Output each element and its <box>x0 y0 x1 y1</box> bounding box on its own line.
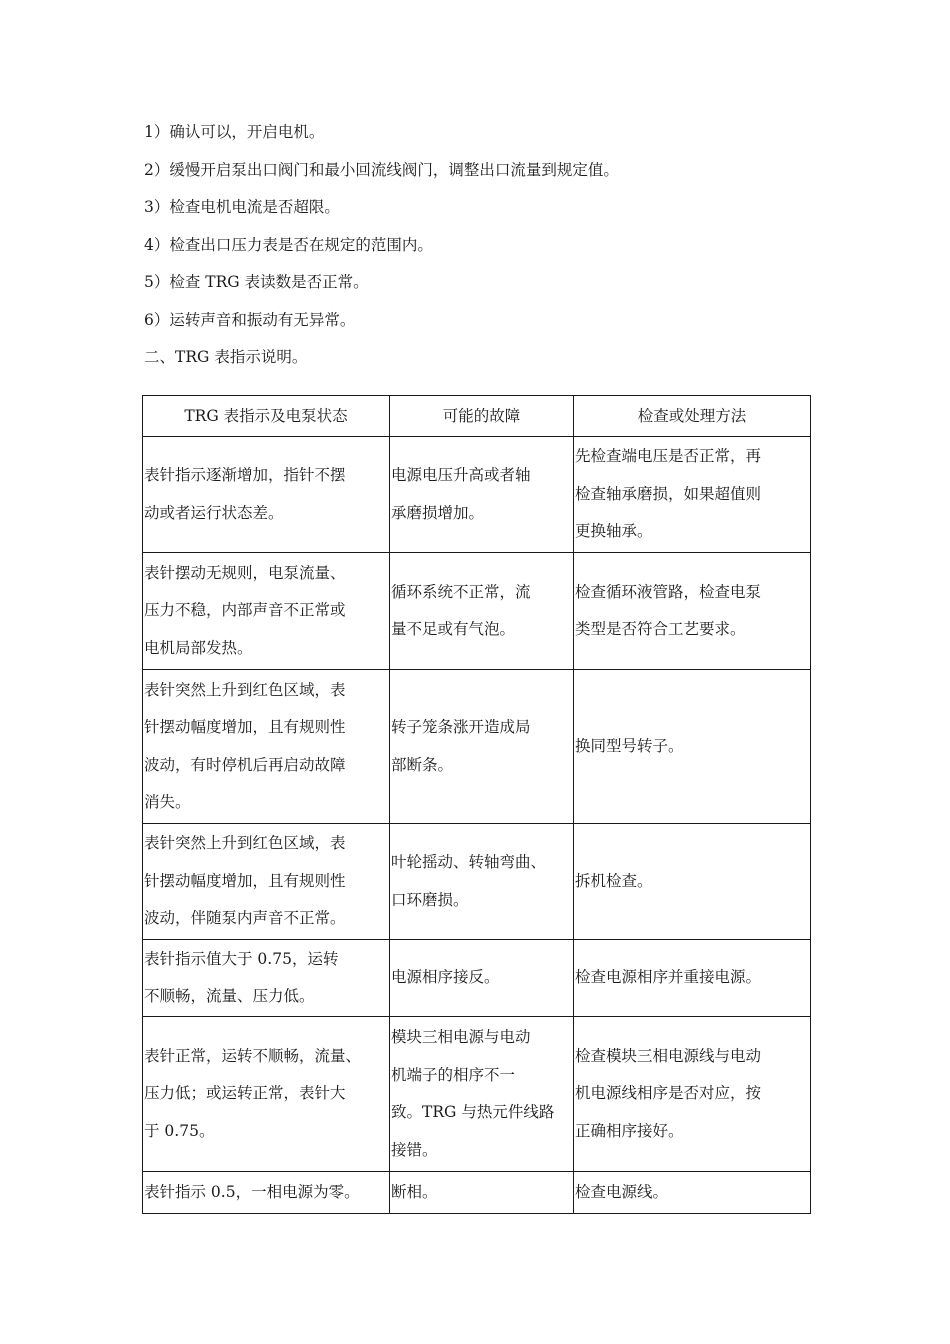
cell-method <box>574 824 811 940</box>
cell-line: 承磨损增加。 <box>391 503 485 522</box>
table-row <box>143 1017 811 1172</box>
cell-state <box>143 940 390 1017</box>
cell-line: 动或者运行状态差。 <box>144 503 284 522</box>
cell-line: 表针正常，运转不顺畅，流量、 <box>144 1046 362 1065</box>
section-heading: 二、TRG 表指示说明。 <box>144 348 308 366</box>
cell-fault <box>390 437 574 553</box>
cell-line: 消失。 <box>144 793 191 811</box>
cell-line: 检查轴承磨损，如果超值则 <box>575 484 762 503</box>
cell-line: 不顺畅，流量、压力低。 <box>144 987 315 1005</box>
cell-line: 机电源线相序是否对应，按 <box>575 1084 762 1103</box>
cell-line: 表针突然上升到红色区域，表 <box>144 680 346 699</box>
cell-fault <box>390 940 574 1017</box>
procedure-list <box>144 118 824 381</box>
cell-line: 类型是否符合工艺要求。 <box>575 620 746 638</box>
cell-line: 先检查端电压是否正常，再 <box>575 447 762 466</box>
cell-method <box>574 1017 811 1172</box>
cell-method <box>574 553 811 670</box>
cell-line: 换同型号转子。 <box>575 736 684 755</box>
cell-line: 叶轮摇动、转轴弯曲、 <box>391 853 547 871</box>
cell-line: 波动，有时停机后再启动故障 <box>144 755 346 774</box>
cell-fault <box>390 670 574 824</box>
cell-state <box>143 824 390 940</box>
cell-line: 检查电源线。 <box>575 1182 669 1201</box>
table-row <box>143 940 811 1017</box>
procedure-step-2: 2）缓慢开启泵出口阀门和最小回流线阀门，调整出口流量到规定值。 <box>144 160 619 179</box>
cell-state <box>143 553 390 670</box>
cell-state <box>143 1172 390 1214</box>
table-row <box>143 553 811 670</box>
cell-line: 循环系统不正常，流 <box>391 582 531 601</box>
cell-method <box>574 1172 811 1214</box>
cell-line: 电源相序接反。 <box>391 968 500 987</box>
cell-line: 机端子的相序不一 <box>391 1065 516 1084</box>
cell-line: 更换轴承。 <box>575 522 653 541</box>
cell-state <box>143 1017 390 1172</box>
table-row <box>143 1172 811 1214</box>
cell-line: 模块三相电源与电动 <box>391 1028 531 1046</box>
procedure-step-3: 3）检查电机电流是否超限。 <box>144 198 340 216</box>
cell-state <box>143 670 390 824</box>
cell-line: 量不足或有气泡。 <box>391 620 516 638</box>
procedure-step-1: 1）确认可以，开启电机。 <box>144 123 325 141</box>
table-row <box>143 670 811 824</box>
procedure-step-5: 5）检查 TRG 表读数是否正常。 <box>144 273 369 291</box>
cell-line: 断相。 <box>391 1182 438 1201</box>
cell-line: 致。TRG 与热元件线路 <box>391 1103 555 1121</box>
cell-line: 电机局部发热。 <box>144 638 253 657</box>
cell-line: 拆机检查。 <box>575 871 653 890</box>
cell-line: 波动，伴随泵内声音不正常。 <box>144 909 346 928</box>
table-header-row <box>143 396 811 437</box>
cell-line: 表针摆动无规则，电泵流量、 <box>144 563 346 582</box>
cell-line: 表针突然上升到红色区域，表 <box>144 834 346 853</box>
cell-fault <box>390 1017 574 1172</box>
cell-line: 接错。 <box>391 1140 438 1159</box>
header-method: 检查或处理方法 <box>574 396 811 437</box>
cell-method <box>574 670 811 824</box>
header-state: TRG 表指示及电泵状态 <box>143 396 390 437</box>
cell-line: 针摆动幅度增加，且有规则性 <box>144 718 346 736</box>
cell-fault <box>390 1172 574 1214</box>
cell-line: 口环磨损。 <box>391 890 469 909</box>
table-row <box>143 437 811 553</box>
procedure-step-4: 4）检查出口压力表是否在规定的范围内。 <box>144 235 433 254</box>
cell-line: 正确相序接好。 <box>575 1121 684 1140</box>
cell-line: 表针指示 0.5，一相电源为零。 <box>144 1182 360 1201</box>
cell-line: 压力低；或运转正常，表针大 <box>144 1084 346 1103</box>
table-row <box>143 824 811 940</box>
cell-line: 针摆动幅度增加，且有规则性 <box>144 871 346 890</box>
cell-line: 检查循环液管路，检查电泵 <box>575 582 762 601</box>
cell-line: 电源电压升高或者轴 <box>391 466 531 484</box>
header-fault: 可能的故障 <box>390 396 574 437</box>
cell-line: 部断条。 <box>391 755 454 774</box>
cell-line: 表针指示值大于 0.75，运转 <box>144 949 339 968</box>
cell-line: 转子笼条涨开造成局 <box>391 718 531 736</box>
cell-line: 检查模块三相电源线与电动 <box>575 1046 762 1065</box>
cell-line: 检查电源相序并重接电源。 <box>575 968 762 987</box>
trg-indication-table <box>142 395 811 1214</box>
cell-method <box>574 437 811 553</box>
cell-line: 表针指示逐渐增加，指针不摆 <box>144 466 346 484</box>
cell-method <box>574 940 811 1017</box>
cell-state <box>143 437 390 553</box>
cell-fault <box>390 824 574 940</box>
procedure-step-6: 6）运转声音和振动有无异常。 <box>144 310 356 329</box>
cell-line: 于 0.75。 <box>144 1121 215 1140</box>
cell-line: 压力不稳，内部声音不正常或 <box>144 601 346 620</box>
cell-fault <box>390 553 574 670</box>
table-body <box>143 437 811 1214</box>
